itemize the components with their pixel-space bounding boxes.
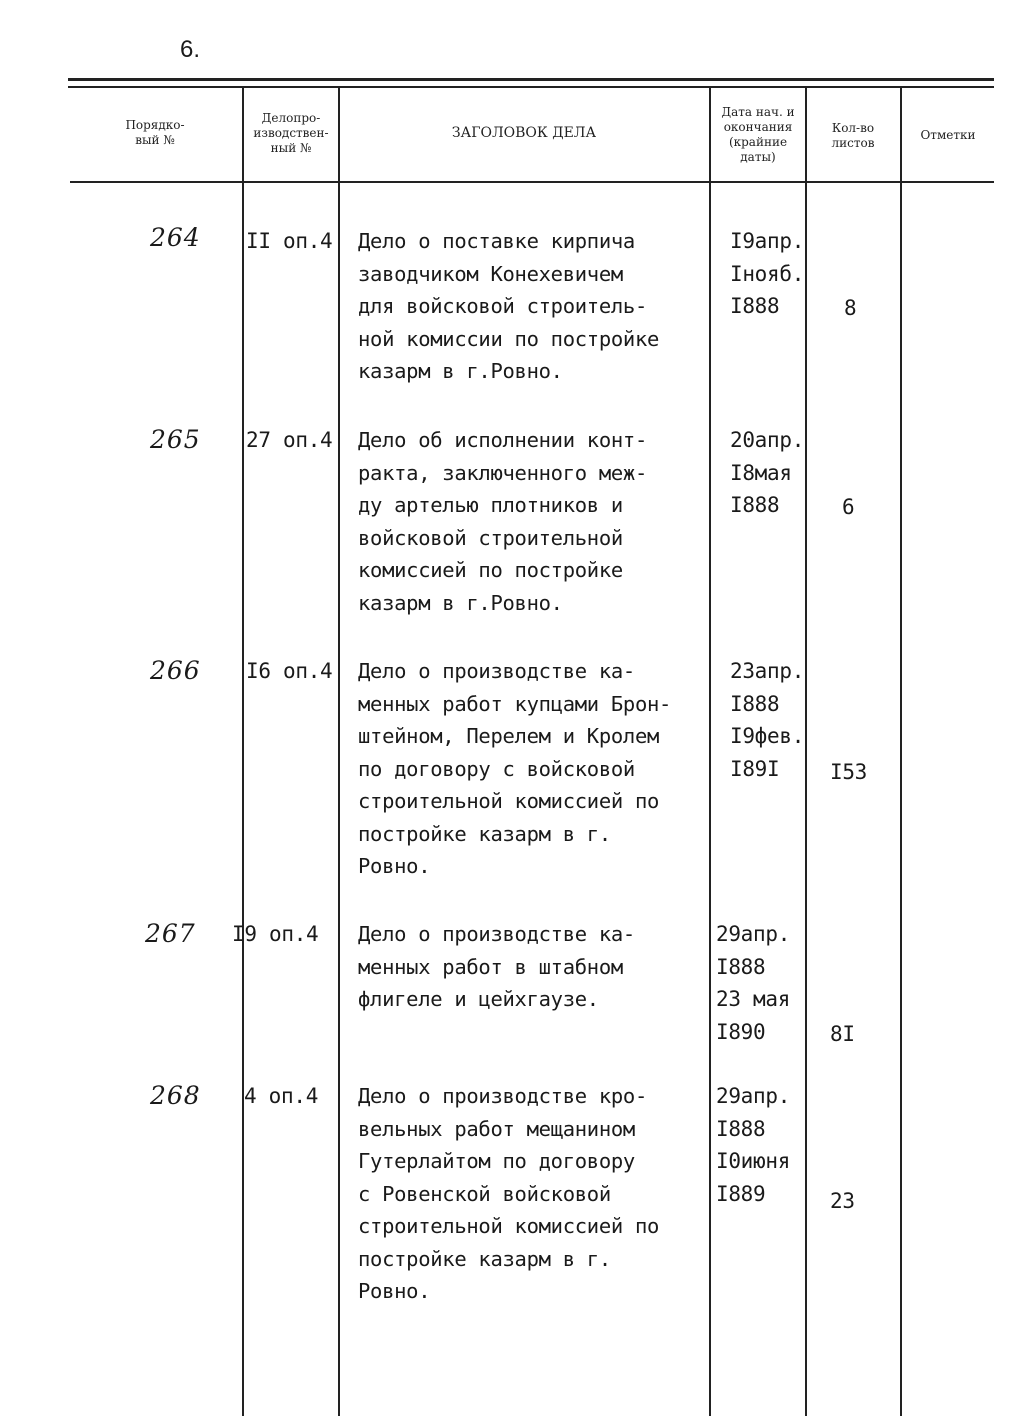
column-divider	[805, 88, 807, 1416]
row-order-number: 268	[150, 1081, 201, 1110]
row-case-title: Дело о поставке кирпича заводчиком Конехевичем для войсковой строитель- ной комиссии по постройке казарм в г.Ровно.	[358, 229, 660, 383]
header-order-number: Порядко- вый №	[125, 118, 185, 147]
row-dates: 20апр. I8мая I888	[730, 428, 805, 517]
header-bottom-rule	[70, 181, 994, 183]
header-sheet-count: Кол-во листов	[831, 121, 875, 150]
row-order-number: 264	[150, 223, 201, 252]
row-sheet-count: 8I	[830, 1022, 855, 1046]
row-office-number: 4 оп.4	[244, 1084, 319, 1108]
row-office-number: 27 оп.4	[246, 428, 333, 452]
column-divider	[900, 88, 902, 1416]
row-sheet-count: 6	[842, 495, 855, 519]
row-dates: 29апр. I888 I0июня I889	[716, 1084, 791, 1206]
row-sheet-count: I53	[830, 760, 868, 784]
row-office-number: I9 оп.4	[232, 922, 319, 946]
row-order-number: 267	[145, 919, 196, 948]
header-case-title: ЗАГОЛОВОК ДЕЛА	[451, 125, 597, 141]
row-case-title: Дело о производстве ка- менных работ в штабном флигеле и цейхгаузе.	[358, 922, 635, 1011]
column-divider	[242, 88, 244, 1416]
row-sheet-count: 8	[844, 296, 857, 320]
row-case-title: Дело об исполнении конт- ракта, заключенного меж- ду артелью плотников и войсковой строительной комиссией по постройке казарм в г.Ровно.	[358, 428, 648, 615]
row-dates: 23апр. I888 I9фев. I89I	[730, 659, 805, 781]
top-double-rule	[68, 78, 994, 81]
header-dates: Дата нач. и окончания (крайние даты)	[721, 105, 795, 164]
header-notes: Отметки	[920, 128, 976, 142]
row-office-number: II оп.4	[246, 229, 333, 253]
column-divider	[338, 88, 340, 1416]
row-dates: 29апр. I888 23 мая I890	[716, 922, 791, 1044]
row-order-number: 266	[150, 656, 201, 685]
column-divider	[709, 88, 711, 1416]
row-order-number: 265	[150, 425, 201, 454]
page-number: 6.	[180, 36, 201, 63]
header-office-number: Делопро- изводствен- ный №	[253, 111, 329, 155]
row-sheet-count: 23	[830, 1189, 855, 1213]
row-office-number: I6 оп.4	[246, 659, 333, 683]
top-rule-second	[68, 86, 994, 88]
row-case-title: Дело о производстве ка- менных работ купцами Брон- штейном, Перелем и Кролем по договору с войсковой строительной комиссией по постройке казарм в г. Ровно.	[358, 659, 672, 878]
row-dates: I9апр. Iнояб. I888	[730, 229, 805, 318]
row-case-title: Дело о производстве кро- вельных работ мещанином Гутерлайтом по договору с Ровенской войсковой строительной комиссией по постройке казарм в г. Ровно.	[358, 1084, 660, 1303]
